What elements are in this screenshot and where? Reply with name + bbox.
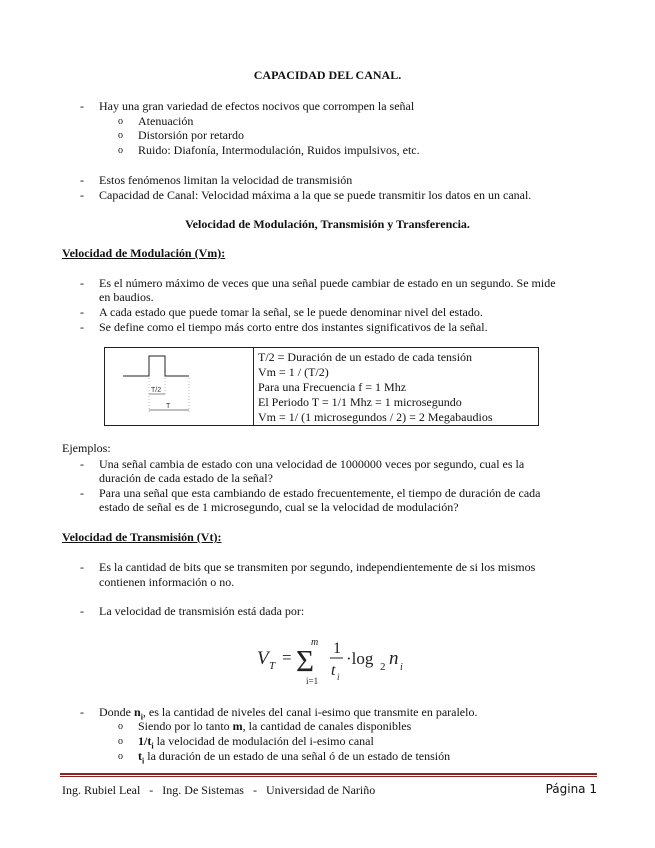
dash: - xyxy=(80,320,84,334)
dash: - xyxy=(80,560,84,574)
formula-log-base: 2 xyxy=(380,661,386,673)
formula-denominator: t xyxy=(331,662,336,679)
formula-equals: = xyxy=(282,648,292,667)
t2-label: T/2 xyxy=(151,387,162,394)
dash: - xyxy=(80,305,84,319)
var-n-sub: i xyxy=(140,712,143,722)
vm-table xyxy=(104,347,539,426)
vt-heading: Velocidad de Transmisión (Vt): xyxy=(62,530,222,544)
formula-upper-limit: m xyxy=(311,637,319,648)
vm-bullet-1-line-1: Es el número máximo de veces que una señal puede cambiar de estado en un segundo. Se mide xyxy=(99,276,556,290)
vm-heading: Velocidad de Modulación (Vm): xyxy=(62,246,226,260)
var-t: t xyxy=(138,749,142,763)
bullet: o xyxy=(118,130,123,141)
intro-item-1: Hay una gran variedad de efectos nocivos que corrompen la señal xyxy=(99,99,415,113)
intro-sub-2: Distorsión por retardo xyxy=(138,128,244,142)
var-t-sub: i xyxy=(142,756,145,766)
vt-sub-1 xyxy=(138,719,411,734)
page-number: Página 1 xyxy=(545,782,597,796)
dash: - xyxy=(80,188,84,202)
dash: - xyxy=(80,173,84,187)
vt-sub-1-post: , la cantidad de canales disponibles xyxy=(242,719,412,733)
pulse-waveform xyxy=(123,356,189,376)
bullet: o xyxy=(118,145,123,156)
formula-denominator-sub: i xyxy=(337,672,340,682)
formula-log: ·log xyxy=(346,649,374,668)
vt-bullet-3-post: , es la cantidad de niveles del canal i-esimo que transmite en paralelo. xyxy=(142,705,478,719)
table-divider xyxy=(253,348,254,425)
var-n: n xyxy=(134,705,141,719)
table-line-1: T/2 = Duración de un estado de cada tensión xyxy=(258,350,473,364)
pulse-diagram xyxy=(105,348,251,425)
example-1-line-2: duración de cada estado de la señal? xyxy=(99,471,273,485)
footer-author: Ing. Rubiel Leal - Ing. De Sistemas - Universidad de Nariño xyxy=(62,783,376,797)
table-text xyxy=(258,350,493,425)
formula-v-sub: T xyxy=(269,660,276,672)
formula-n-sub: i xyxy=(400,662,403,673)
vt-formula xyxy=(255,633,425,689)
example-2-line-2: estado de señal es de 1 microsegundo, cual se la velocidad de modulación? xyxy=(99,500,459,514)
page-title: CAPACIDAD DEL CANAL. xyxy=(253,68,402,82)
dash: - xyxy=(80,604,84,618)
vt-bullet-2: La velocidad de transmisión está dada por: xyxy=(99,604,305,618)
footer-rule-thin xyxy=(60,776,597,777)
vt-sub-1-pre: Siendo por lo tanto xyxy=(138,719,233,733)
example-2-line-1: Para una señal que esta cambiando de estado frecuentemente, el tiempo de duración de cada xyxy=(99,486,541,500)
var-1-over-t: 1/t xyxy=(138,734,152,748)
intro-item-3: Capacidad de Canal: Velocidad máxima a la que se puede transmitir los datos en un canal. xyxy=(99,188,532,202)
var-1-over-t-sub: i xyxy=(151,741,154,751)
intro-item-2: Estos fenómenos limitan la velocidad de transmisión xyxy=(99,173,353,187)
vt-bullet-1-line-1: Es la cantidad de bits que se transmiten por segundo, independientemente de si los mismos xyxy=(99,560,536,574)
vm-bullet-3: Se define como el tiempo más corto entre dos instantes significativos de la señal. xyxy=(99,320,488,334)
dash: - xyxy=(80,276,84,290)
table-line-2: Vm = 1 / (T/2) xyxy=(258,365,329,379)
footer-rule xyxy=(60,773,597,775)
dash: - xyxy=(80,705,84,719)
intro-sub-1: Atenuación xyxy=(138,114,194,128)
vm-bullet-2: A cada estado que puede tomar la señal, se le puede denominar nivel del estado. xyxy=(99,305,483,319)
formula-lower-limit: i=1 xyxy=(306,676,319,686)
example-1-line-1: Una señal cambia de estado con una velocidad de 1000000 veces por segundo, cual es la xyxy=(99,457,525,471)
table-line-5: Vm = 1/ (1 microsegundos / 2) = 2 Megabaudios xyxy=(258,410,493,424)
vm-bullet-1-line-2: en baudios. xyxy=(99,290,154,304)
dash: - xyxy=(80,457,84,471)
intro-sub-3: Ruido: Diafonía, Intermodulación, Ruidos impulsivos, etc. xyxy=(138,143,420,157)
dash: - xyxy=(80,99,84,113)
section-subtitle: Velocidad de Modulación, Transmisión y Transferencia. xyxy=(185,217,470,231)
bullet: o xyxy=(118,721,123,732)
formula-numerator: 1 xyxy=(333,640,341,657)
vt-bullet-3-pre: Donde xyxy=(99,705,134,719)
bullet: o xyxy=(118,736,123,747)
bullet: o xyxy=(118,751,123,762)
table-line-3: Para una Frecuencia f = 1 Mhz xyxy=(258,380,407,394)
sigma-icon: Σ xyxy=(296,643,315,678)
bullet: o xyxy=(118,116,123,127)
dash: - xyxy=(80,486,84,500)
vt-sub-3 xyxy=(138,749,450,765)
vt-sub-2 xyxy=(138,734,374,750)
examples-label: Ejemplos: xyxy=(62,441,111,455)
table-line-4: El Periodo T = 1/1 Mhz = 1 microsegundo xyxy=(258,395,462,409)
vt-bullet-1-line-2: contienen información o no. xyxy=(99,575,235,589)
vt-sub-2-post: la velocidad de modulación del i-esimo canal xyxy=(153,734,374,748)
vt-sub-3-post: la duración de un estado de una señal ó de un estado de tensión xyxy=(144,749,451,763)
t-label: T xyxy=(166,403,171,410)
formula-n: n xyxy=(389,648,399,669)
formula-v: V xyxy=(257,648,269,669)
var-m: m xyxy=(232,719,243,733)
